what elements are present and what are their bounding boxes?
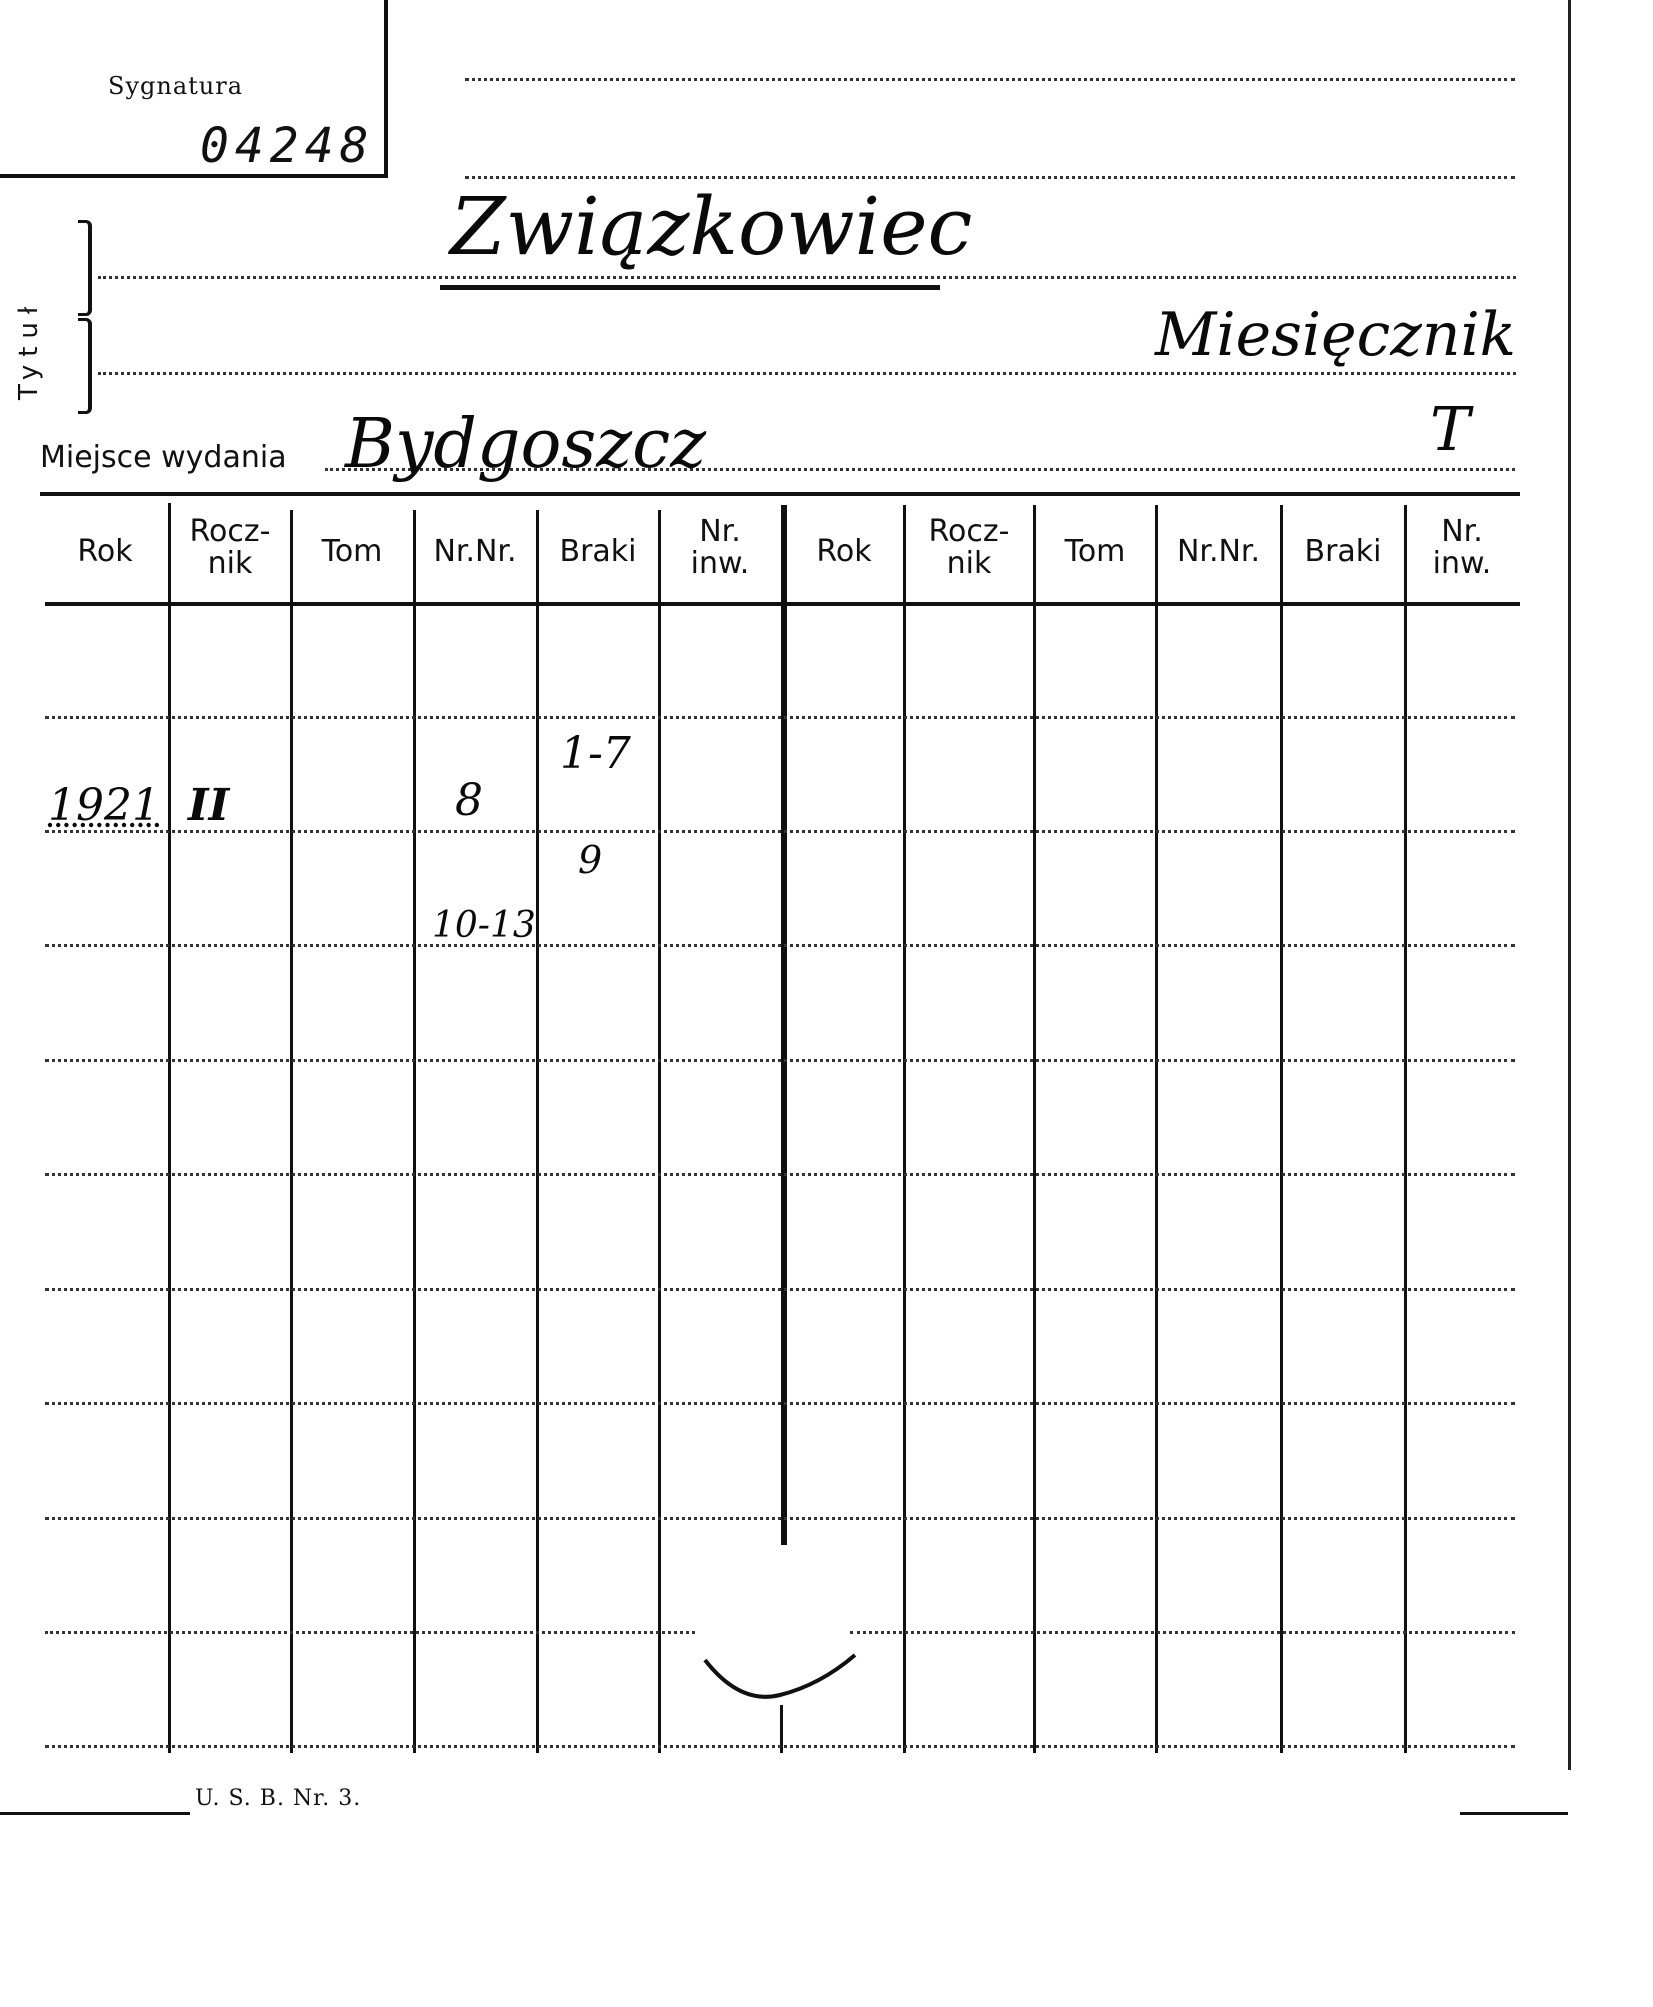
header-top-rule [40, 492, 1520, 496]
header-nrinw-left: Nr. inw. [690, 514, 750, 581]
title-underline [440, 285, 940, 290]
col-line-8 [1033, 505, 1036, 1753]
row-line [45, 1631, 695, 1634]
header-nrnr-left: Nr.Nr. [433, 534, 517, 569]
header-braki-left: Braki [559, 534, 637, 569]
header-nrinw-right: Nr. inw. [1432, 514, 1492, 581]
place-value: Bydgoszcz [345, 405, 707, 484]
signature-label: Sygnatura [108, 72, 244, 100]
entry-rocznik: II [188, 780, 230, 831]
row-line [45, 1517, 1515, 1520]
col-line-10 [1280, 505, 1283, 1753]
entry-braki-2: 9 [578, 838, 603, 882]
col-line-7 [903, 505, 906, 1753]
footer-line-left [0, 1812, 190, 1815]
title-dotted-line-1 [98, 276, 1516, 279]
col-line-9 [1155, 505, 1158, 1753]
handwritten-mark: T [1430, 395, 1471, 465]
header-rocznik-left: Rocz- nik [189, 514, 271, 581]
title-dotted-line-2 [98, 372, 1516, 375]
footer-line-right [1460, 1812, 1568, 1815]
header-tom-left: Tom [321, 534, 383, 569]
place-label: Miejsce wydania [40, 440, 287, 475]
row-line [45, 1288, 1515, 1291]
title-value: Związkowiec [450, 180, 973, 273]
center-divider [781, 505, 787, 1545]
signature-box [0, 0, 388, 178]
punch-curve [700, 1650, 860, 1720]
title-label: Tytuł [14, 298, 44, 400]
header-nrnr-right: Nr.Nr. [1176, 534, 1261, 569]
top-dotted-line-1 [465, 78, 1515, 81]
card-edge [1568, 0, 1571, 1770]
col-line-1 [168, 503, 171, 1753]
title-bracket-1 [78, 220, 92, 316]
header-braki-right: Braki [1304, 534, 1382, 569]
entry-rok: 1921 [48, 780, 160, 831]
row-line [45, 1402, 1515, 1405]
row-line [45, 1745, 1515, 1748]
col-line-11 [1404, 505, 1407, 1753]
title-bracket-2 [78, 318, 92, 414]
col-line-5 [658, 510, 661, 1753]
header-rok-left: Rok [77, 534, 133, 569]
col-line-3 [413, 510, 416, 1753]
frequency-value: Miesięcznik [1155, 300, 1517, 370]
row-line [45, 716, 1515, 719]
signature-value: 04248 [200, 118, 375, 174]
row-line [45, 1173, 1515, 1176]
header-rocznik-right: Rocz- nik [928, 514, 1010, 581]
col-line-2 [290, 510, 293, 1753]
footer-code: U. S. B. Nr. 3. [195, 1786, 362, 1811]
entry-braki-1: 1-7 [560, 728, 631, 779]
top-dotted-line-2 [465, 176, 1515, 179]
header-tom-right: Tom [1064, 534, 1126, 569]
header-rok-right: Rok [816, 534, 872, 569]
entry-nrnr-2: 10-13 [432, 905, 536, 946]
row-line [45, 830, 1515, 833]
row-line [45, 944, 1515, 947]
row-line [850, 1631, 1515, 1634]
col-line-4 [536, 510, 539, 1753]
entry-nrnr-1: 8 [455, 775, 483, 826]
row-line [45, 1059, 1515, 1062]
